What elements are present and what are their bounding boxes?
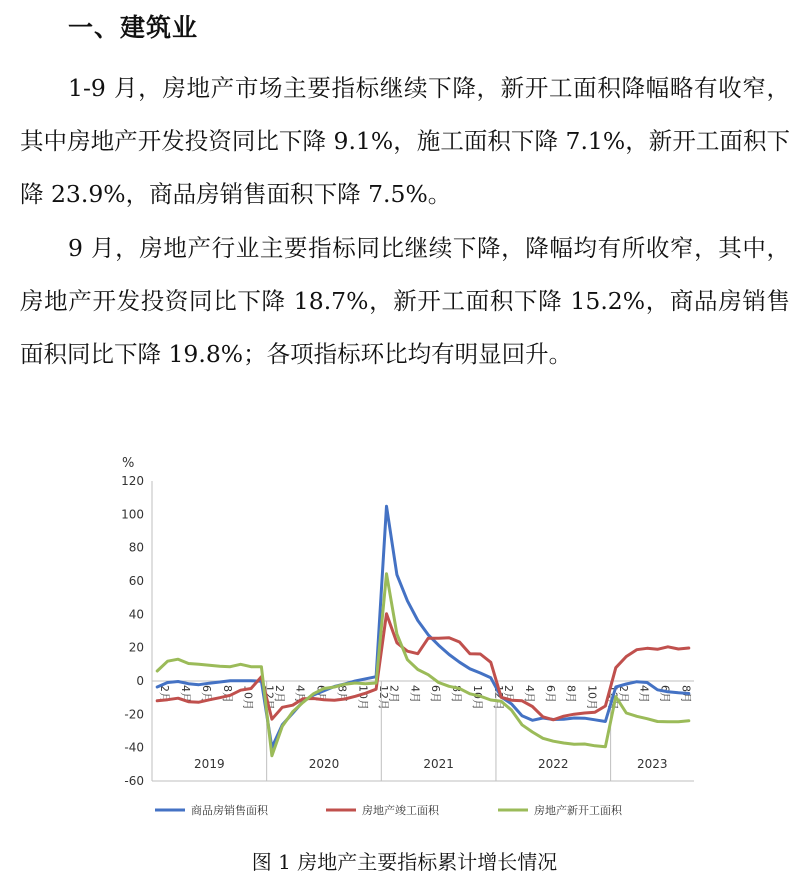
month-tick-label: 2月 <box>502 685 516 703</box>
month-tick-label: 4月 <box>408 685 422 703</box>
month-tick-label: 8月 <box>679 685 693 703</box>
paragraph-1: 1-9 月，房地产市场主要指标继续下降，新开工面积降幅略有收窄，其中房地产开发投资同比下降 9.1%，施工面积下降 7.1%，新开工面积下降 23.9%，商品房销售面积下降 7.5%。 <box>20 74 790 208</box>
month-tick-label: 10月 <box>356 685 370 710</box>
paragraph-2: 9 月，房地产行业主要指标同比继续下降，降幅均有所收窄，其中，房地产开发投资同比下降 18.7%，新开工面积下降 15.2%，商品房销售面积同比下降 19.8%；各项指标环比均有明显回升。 <box>20 234 790 368</box>
year-label: 2020 <box>308 757 340 771</box>
year-label: 2019 <box>194 757 225 771</box>
indicator-growth-chart <box>100 448 710 830</box>
legend-label: 房地产新开工面积 <box>534 804 622 817</box>
section-heading: 一、建筑业 <box>68 13 199 42</box>
y-unit-label: % <box>122 456 135 471</box>
month-tick-label: 12月 <box>377 685 391 710</box>
y-tick-label: 120 <box>121 474 144 488</box>
month-tick-label: 4月 <box>523 685 537 703</box>
month-tick-label: 10月 <box>470 685 484 710</box>
y-tick-label: 60 <box>128 574 144 588</box>
legend-label: 房地产竣工面积 <box>362 804 439 817</box>
month-tick-label: 8月 <box>450 685 464 703</box>
month-tick-label: 12月 <box>491 685 505 710</box>
legend-label: 商品房销售面积 <box>191 804 268 817</box>
chart-legend <box>155 803 623 817</box>
month-tick-label: 2月 <box>158 685 172 703</box>
chart-series <box>157 506 689 756</box>
month-tick-label: 12月 <box>262 685 276 710</box>
month-tick-label: 4月 <box>293 685 307 703</box>
y-tick-label: -20 <box>124 707 144 722</box>
year-label: 2023 <box>637 757 668 771</box>
month-tick-label: 6月 <box>429 685 443 703</box>
month-tick-label: 6月 <box>314 685 328 703</box>
series-line <box>157 506 689 747</box>
y-tick-label: 20 <box>128 640 144 655</box>
month-tick-label: 12月 <box>606 685 620 710</box>
y-tick-label: 40 <box>128 607 144 622</box>
month-tick-label: 2月 <box>272 685 286 703</box>
month-tick-label: 6月 <box>543 685 557 703</box>
month-tick-label: 2月 <box>616 685 630 703</box>
year-label: 2022 <box>538 757 569 771</box>
y-tick-label: 0 <box>136 674 144 688</box>
month-tick-label: 10月 <box>585 685 599 710</box>
figure-caption: 图 1 房地产主要指标累计增长情况 <box>251 850 558 874</box>
month-tick-label: 8月 <box>564 685 578 703</box>
month-tick-label: 4月 <box>637 685 651 703</box>
month-tick-label: 10月 <box>241 685 255 710</box>
y-tick-label: -40 <box>124 740 144 755</box>
month-tick-label: 4月 <box>179 685 193 703</box>
y-tick-label: -60 <box>124 774 144 788</box>
month-tick-label: 8月 <box>220 685 234 703</box>
month-tick-label: 6月 <box>199 685 213 703</box>
year-label: 2021 <box>423 757 454 771</box>
y-tick-label: 80 <box>128 540 144 555</box>
month-tick-label: 8月 <box>335 685 349 703</box>
y-tick-label: 100 <box>121 507 144 522</box>
series-line <box>157 574 689 756</box>
month-tick-label: 2月 <box>387 685 401 703</box>
month-tick-label: 6月 <box>658 685 672 703</box>
